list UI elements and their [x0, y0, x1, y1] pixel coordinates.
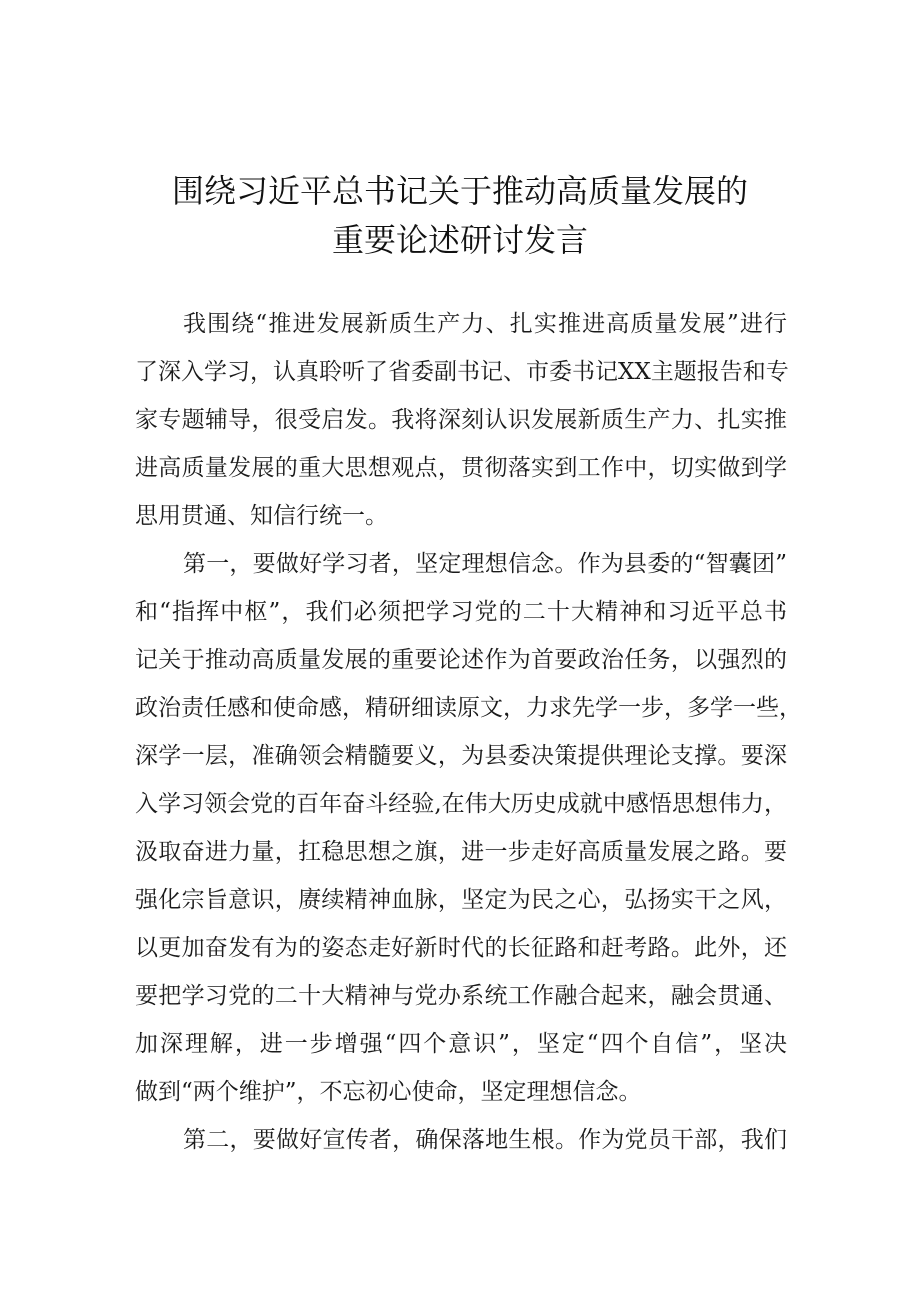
body-line: 汲取奋进力量，扛稳思想之旗，进一步走好高质量发展之路。要 — [135, 839, 787, 865]
body-line: 家专题辅导，很受启发。我将深刻认识发展新质生产力、扎实推 — [135, 407, 787, 433]
body-line: 要把学习党的二十大精神与党办系统工作融合起来，融会贯通、 — [135, 983, 787, 1009]
body-line: 进高质量发展的重大思想观点，贯彻落实到工作中，切实做到学 — [135, 455, 787, 481]
body-line: 深学一层，准确领会精髓要义，为县委决策提供理论支撑。要深 — [135, 743, 787, 769]
body-line: 第二，要做好宣传者，确保落地生根。作为党员干部，我们 — [183, 1127, 787, 1153]
body-line: 入学习领会党的百年奋斗经验,在伟大历史成就中感悟思想伟力， — [135, 791, 787, 817]
body-line: 思用贯通、知信行统一。 — [135, 503, 388, 529]
body-line: 第一，要做好学习者，坚定理想信念。作为县委的“智囊团” — [183, 551, 787, 577]
body-line: 我围绕“推进发展新质生产力、扎实推进高质量发展”进行 — [183, 311, 787, 337]
document-title-line-2: 重要论述研讨发言 — [331, 221, 588, 259]
document-title-line-1: 围绕习近平总书记关于推动高质量发展的 — [171, 172, 748, 210]
body-line: 和“指挥中枢”，我们必须把学习党的二十大精神和习近平总书 — [135, 599, 787, 625]
body-line: 强化宗旨意识，赓续精神血脉，坚定为民之心，弘扬实干之风， — [135, 887, 787, 913]
body-line: 做到“两个维护”，不忘初心使命，坚定理想信念。 — [135, 1079, 642, 1105]
body-line: 政治责任感和使命感，精研细读原文，力求先学一步，多学一些， — [135, 695, 802, 721]
body-line: 记关于推动高质量发展的重要论述作为首要政治任务，以强烈的 — [135, 647, 787, 673]
body-line: 以更加奋发有为的姿态走好新时代的长征路和赶考路。此外，还 — [135, 935, 787, 961]
body-line: 加深理解，进一步增强“四个意识”，坚定“四个自信”，坚决 — [135, 1031, 787, 1057]
body-line: 了深入学习，认真聆听了省委副书记、市委书记XX主题报告和专 — [135, 359, 789, 385]
